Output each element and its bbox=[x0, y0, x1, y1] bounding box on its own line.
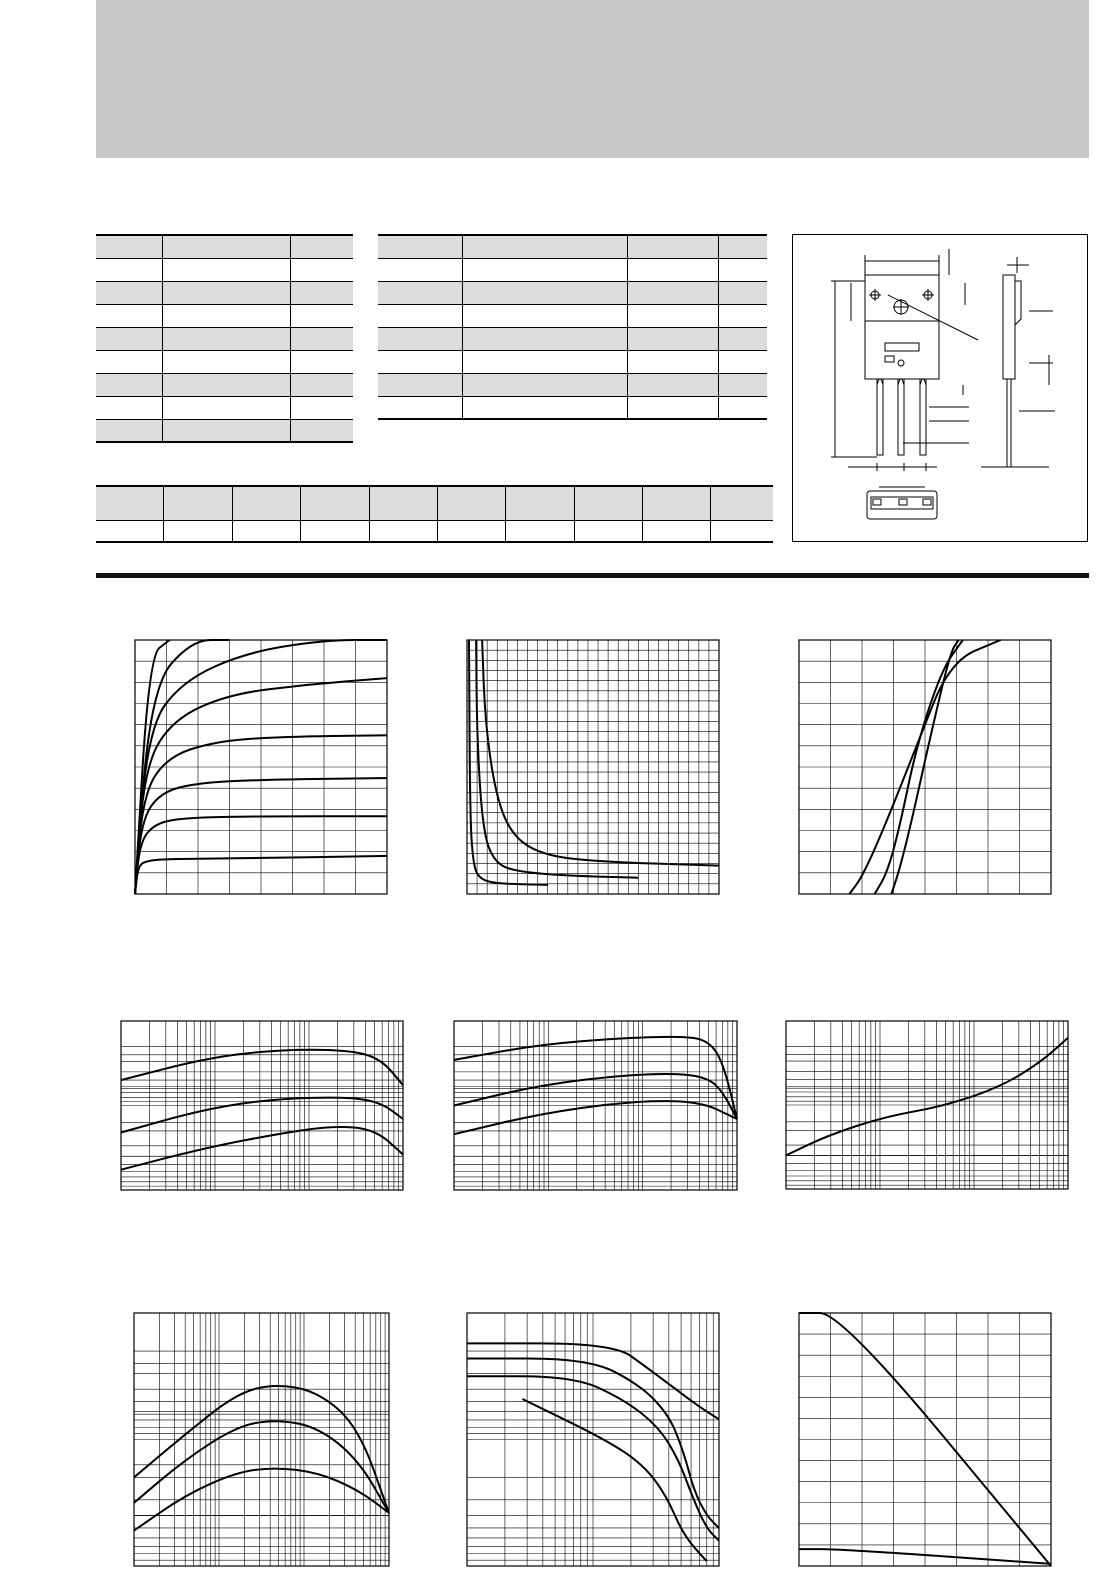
chart-5 bbox=[453, 1020, 738, 1191]
table-row bbox=[96, 419, 353, 442]
table-row bbox=[96, 304, 353, 327]
table-cell bbox=[370, 486, 438, 520]
chart-1 bbox=[134, 639, 388, 895]
table-row bbox=[378, 373, 767, 396]
table-cell bbox=[291, 281, 354, 304]
chart-3 bbox=[798, 639, 1052, 895]
table-cell bbox=[291, 304, 354, 327]
table-cell bbox=[438, 520, 506, 542]
table-cell bbox=[463, 350, 628, 373]
chart-plot-9 bbox=[798, 1312, 1052, 1567]
table-row bbox=[96, 258, 353, 281]
table-cell bbox=[463, 258, 628, 281]
chart-plot-3 bbox=[798, 639, 1052, 895]
table-row bbox=[378, 281, 767, 304]
table-cell bbox=[164, 486, 233, 520]
table-cell bbox=[575, 520, 643, 542]
table-cell bbox=[164, 520, 233, 542]
table-cell bbox=[378, 350, 463, 373]
table-cell bbox=[163, 373, 291, 396]
spec-table-right bbox=[378, 234, 767, 420]
table-cell bbox=[291, 327, 354, 350]
series-line-3 bbox=[121, 1127, 403, 1170]
table-cell bbox=[628, 281, 719, 304]
table-cell bbox=[463, 235, 628, 258]
table-cell bbox=[301, 486, 370, 520]
table-cell bbox=[163, 281, 291, 304]
table-cell bbox=[291, 396, 354, 419]
table-cell bbox=[719, 281, 768, 304]
table-cell bbox=[378, 396, 463, 419]
table-cell bbox=[463, 327, 628, 350]
table-cell bbox=[96, 281, 163, 304]
table-cell bbox=[163, 304, 291, 327]
series-line-2 bbox=[134, 1421, 389, 1513]
chart-plot-7 bbox=[133, 1312, 390, 1567]
table-cell bbox=[233, 520, 301, 542]
table-row bbox=[378, 350, 767, 373]
table-cell bbox=[96, 520, 164, 542]
table-cell bbox=[233, 486, 301, 520]
chart-plot-5 bbox=[453, 1020, 738, 1191]
table-row bbox=[96, 373, 353, 396]
table-cell bbox=[163, 350, 291, 373]
table-cell bbox=[463, 281, 628, 304]
table-cell bbox=[378, 327, 463, 350]
header-band bbox=[96, 0, 1089, 158]
spec-table-left bbox=[96, 234, 353, 443]
table-cell bbox=[628, 327, 719, 350]
table-cell bbox=[96, 373, 163, 396]
table-row bbox=[378, 304, 767, 327]
table-cell bbox=[96, 350, 163, 373]
table-cell bbox=[711, 486, 774, 520]
package-outline-diagram bbox=[792, 234, 1088, 542]
table-row bbox=[96, 350, 353, 373]
table-cell bbox=[463, 396, 628, 419]
table-cell bbox=[163, 396, 291, 419]
table-cell bbox=[378, 373, 463, 396]
table-cell bbox=[628, 235, 719, 258]
table-row bbox=[96, 281, 353, 304]
table-header-row bbox=[96, 486, 773, 520]
table-cell bbox=[719, 350, 768, 373]
table-row bbox=[378, 396, 767, 419]
table-row bbox=[378, 327, 767, 350]
series-line-2 bbox=[476, 640, 638, 878]
table-cell bbox=[301, 520, 370, 542]
plot-frame bbox=[467, 640, 719, 894]
chart-9 bbox=[798, 1312, 1052, 1567]
table-header-row bbox=[96, 235, 353, 258]
table-cell bbox=[719, 396, 768, 419]
table-row bbox=[378, 258, 767, 281]
chart-plot-8 bbox=[466, 1312, 720, 1567]
table-cell bbox=[506, 520, 575, 542]
table-cell bbox=[719, 304, 768, 327]
series-line-2 bbox=[454, 1074, 737, 1119]
table-cell bbox=[628, 350, 719, 373]
table-cell bbox=[163, 258, 291, 281]
table-cell bbox=[628, 304, 719, 327]
table-cell bbox=[719, 235, 768, 258]
table-cell bbox=[711, 520, 774, 542]
chart-plot-4 bbox=[120, 1020, 404, 1191]
table-cell bbox=[96, 419, 163, 442]
table-cell bbox=[628, 373, 719, 396]
chart-plot-1 bbox=[134, 639, 388, 895]
table-header-row bbox=[378, 235, 767, 258]
series-line-1 bbox=[134, 1386, 389, 1513]
table-cell bbox=[96, 304, 163, 327]
chart-4 bbox=[120, 1020, 404, 1191]
chart-plot-2 bbox=[466, 639, 720, 895]
series-line-2 bbox=[121, 1098, 403, 1133]
table-cell bbox=[719, 327, 768, 350]
series-line-1 bbox=[469, 640, 548, 885]
table-cell bbox=[643, 520, 711, 542]
table-cell bbox=[96, 396, 163, 419]
chart-7 bbox=[133, 1312, 390, 1567]
table-cell bbox=[463, 373, 628, 396]
table-cell bbox=[719, 373, 768, 396]
table-cell bbox=[463, 304, 628, 327]
table-cell bbox=[628, 396, 719, 419]
table-cell bbox=[628, 258, 719, 281]
table-cell bbox=[378, 304, 463, 327]
table-cell bbox=[291, 419, 354, 442]
table-cell bbox=[575, 486, 643, 520]
table-row bbox=[96, 396, 353, 419]
table-cell bbox=[378, 281, 463, 304]
table-cell bbox=[378, 258, 463, 281]
spec-table-bottom bbox=[96, 485, 773, 543]
series-line-3 bbox=[454, 1101, 737, 1134]
table-cell bbox=[163, 419, 291, 442]
table-cell bbox=[291, 235, 354, 258]
table-cell bbox=[719, 258, 768, 281]
table-cell bbox=[370, 520, 438, 542]
table-cell bbox=[291, 373, 354, 396]
table-cell bbox=[163, 327, 291, 350]
table-cell bbox=[163, 235, 291, 258]
chart-2 bbox=[466, 639, 720, 895]
table-cell bbox=[291, 350, 354, 373]
table-cell bbox=[506, 486, 575, 520]
table-cell bbox=[96, 327, 163, 350]
table-cell bbox=[96, 235, 163, 258]
table-cell bbox=[291, 258, 354, 281]
transistor-package-outline-icon bbox=[793, 235, 1087, 541]
table-cell bbox=[438, 486, 506, 520]
section-divider bbox=[96, 573, 1089, 578]
table-row bbox=[96, 520, 773, 542]
table-cell bbox=[378, 235, 463, 258]
table-cell bbox=[643, 486, 711, 520]
table-cell bbox=[96, 486, 164, 520]
chart-8 bbox=[466, 1312, 720, 1567]
table-row bbox=[96, 327, 353, 350]
series-line-4 bbox=[522, 1399, 706, 1561]
chart-6 bbox=[785, 1020, 1069, 1190]
table-cell bbox=[96, 258, 163, 281]
chart-plot-6 bbox=[785, 1020, 1069, 1190]
